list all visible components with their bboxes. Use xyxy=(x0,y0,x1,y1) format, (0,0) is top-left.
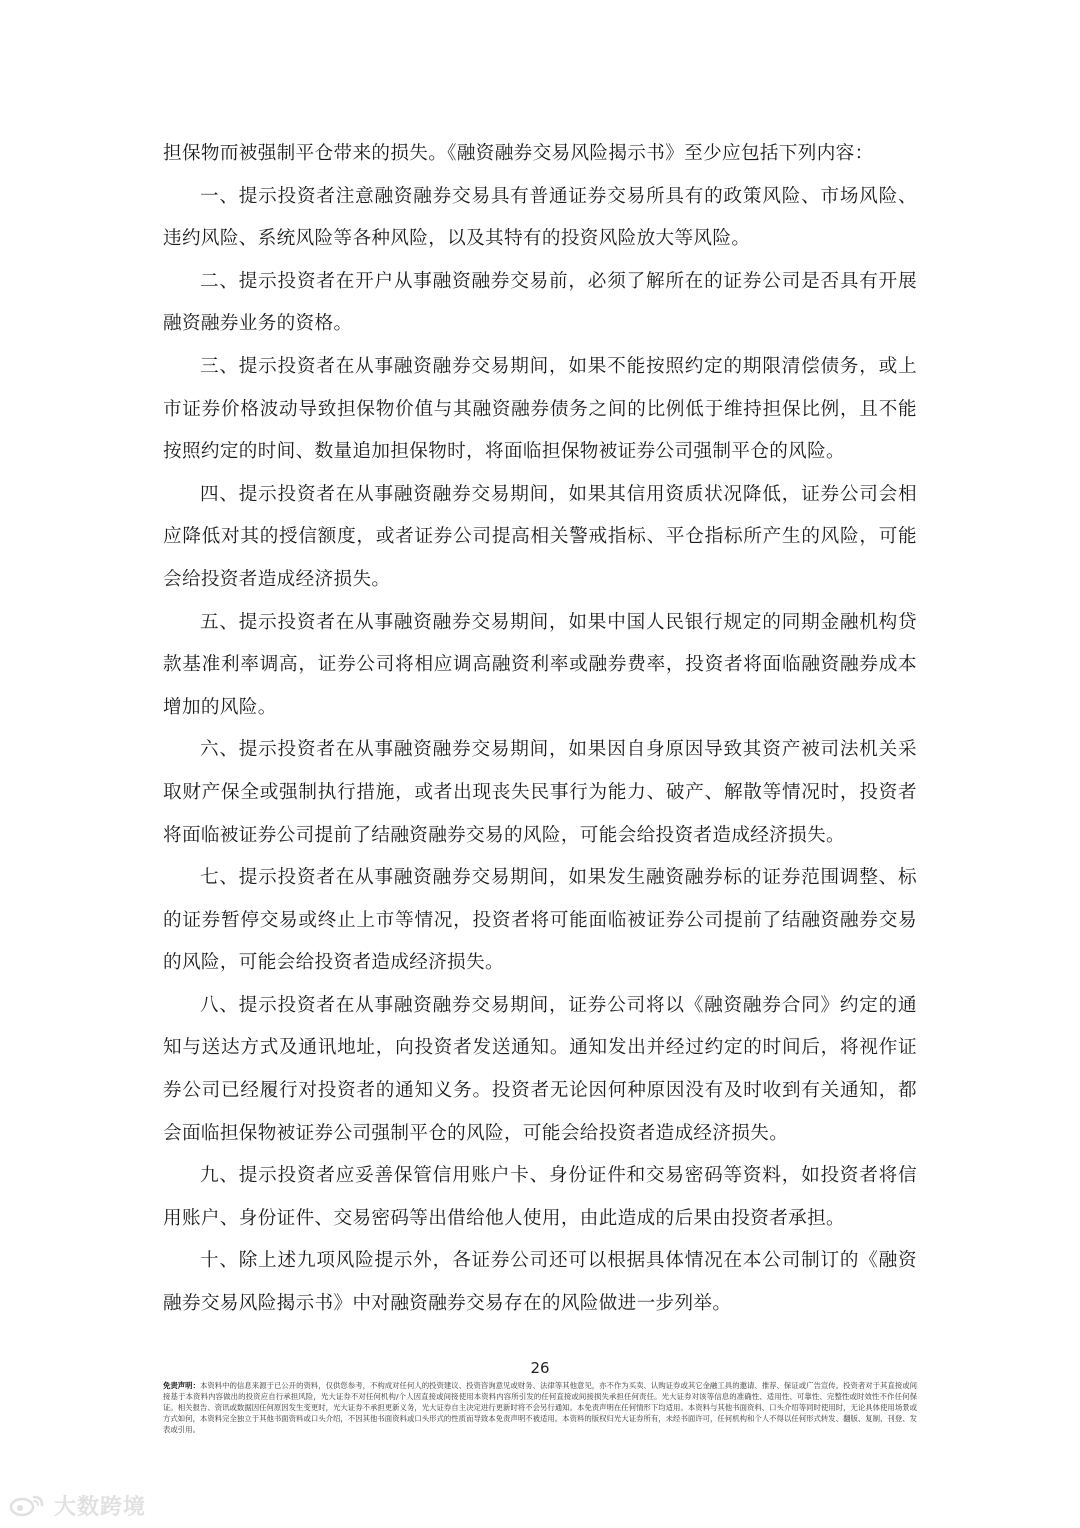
paragraph: 一、提示投资者注意融资融券交易具有普通证券交易所具有的政策风险、市场风险、违约风险、系统风险等各种风险，以及其特有的投资风险放大等风险。 xyxy=(163,185,917,250)
paragraph: 九、提示投资者应妥善保管信用账户卡、身份证件和交易密码等资料，如投资者将信用账户、身份证件、交易密码等出借给他人使用，由此造成的后果由投资者承担。 xyxy=(163,1165,917,1229)
disclaimer-text: 本资料中的信息来源于已公开的资料，仅供您参考，不构成对任何人的投资建议、投资咨询意见或财务、法律等其他意见，亦不作为买卖、认购证券或其它金融工具的邀请、推荐、保证或广告宣传。投资者对于其直接或间接基于本资料内容做出的投资应自行承担风险，光大证券不对任何机构/个人因直接或间接使用本资料内容所引发的任何直接或间接损失承担任何责任。光大证券对该等信息的准确性、适用性、可靠性、完整性或时效性不作任何保证。相关报告、资讯或数据因任何原因发生变更时，光大证券不承担更新义务，光大证券自主决定进行更新时将不会另行通知。本免责声明在任何情形下均适用。本资料与其他书面资料、口头介绍等同时使用时，无论具体使用场景或方式如何，本资料完全独立于其他书面资料或口头介绍，不因其他书面资料或口头形式的性质而导致本免责声明不被适用。本资料的版权归光大证券所有，未经书面许可，任何机构和个人不得以任何形式转发、翻版、复制、刊登、发表或引用。 xyxy=(163,1381,917,1434)
paragraph: 四、提示投资者在从事融资融券交易期间，如果其信用资质状况降低，证券公司会相应降低对其的授信额度，或者证券公司提高相关警戒指标、平仓指标所产生的风险，可能会给投资者造成经济损失。 xyxy=(163,483,917,590)
paragraph: 二、提示投资者在开户从事融资融券交易前，必须了解所在的证券公司是否具有开展融资融券业务的资格。 xyxy=(163,270,917,335)
paragraph: 担保物而被强制平仓带来的损失。《融资融券交易风险揭示书》至少应包括下列内容： xyxy=(163,143,874,164)
body-text xyxy=(163,133,917,1326)
paragraph: 六、提示投资者在从事融资融券交易期间，如果因自身原因导致其资产被司法机关采取财产保全或强制执行措施，或者出现丧失民事行为能力、破产、解散等情况时，投资者将面临被证券公司提前了结融资融券交易的风险，可能会给投资者造成经济损失。 xyxy=(163,739,917,846)
paragraph: 七、提示投资者在从事融资融券交易期间，如果发生融资融券标的证券范围调整、标的证券暂停交易或终止上市等情况，投资者将可能面临被证券公司提前了结融资融券交易的风险，可能会给投资者造成经济损失。 xyxy=(163,867,917,974)
paragraph: 三、提示投资者在从事融资融券交易期间，如果不能按照约定的期限清偿债务，或上市证券价格波动导致担保物价值与其融资融券债务之间的比例低于维持担保比例，且不能按照约定的时间、数量追加担保物时，将面临担保物被证券公司强制平仓的风险。 xyxy=(163,355,917,463)
page-number: 26 xyxy=(530,1359,550,1377)
paragraph: 八、提示投资者在从事融资融券交易期间，证券公司将以《融资融券合同》约定的通知与送达方式及通讯地址，向投资者发送通知。通知发出并经过约定的时间后，将视作证券公司已经履行对投资者的通知义务。投资者无论因何种原因没有及时收到有关通知，都会面临担保物被证券公司强制平仓的风险，可能会给投资者造成经济损失。 xyxy=(163,994,917,1144)
paragraph: 五、提示投资者在从事融资融券交易期间，如果中国人民银行规定的同期金融机构贷款基准利率调高，证券公司将相应调高融资利率或融券费率，投资者将面临融资融券成本增加的风险。 xyxy=(163,611,917,718)
paragraph: 十、除上述九项风险提示外，各证券公司还可以根据具体情况在本公司制订的《融资融券交易风险揭示书》中对融资融券交易存在的风险做进一步列举。 xyxy=(163,1250,917,1315)
weibo-logo-icon xyxy=(8,1492,48,1518)
disclaimer-label: 免责声明： xyxy=(163,1381,200,1390)
watermark xyxy=(8,1490,146,1520)
watermark-text: 大数跨境 xyxy=(54,1494,147,1520)
disclaimer xyxy=(163,1380,917,1435)
